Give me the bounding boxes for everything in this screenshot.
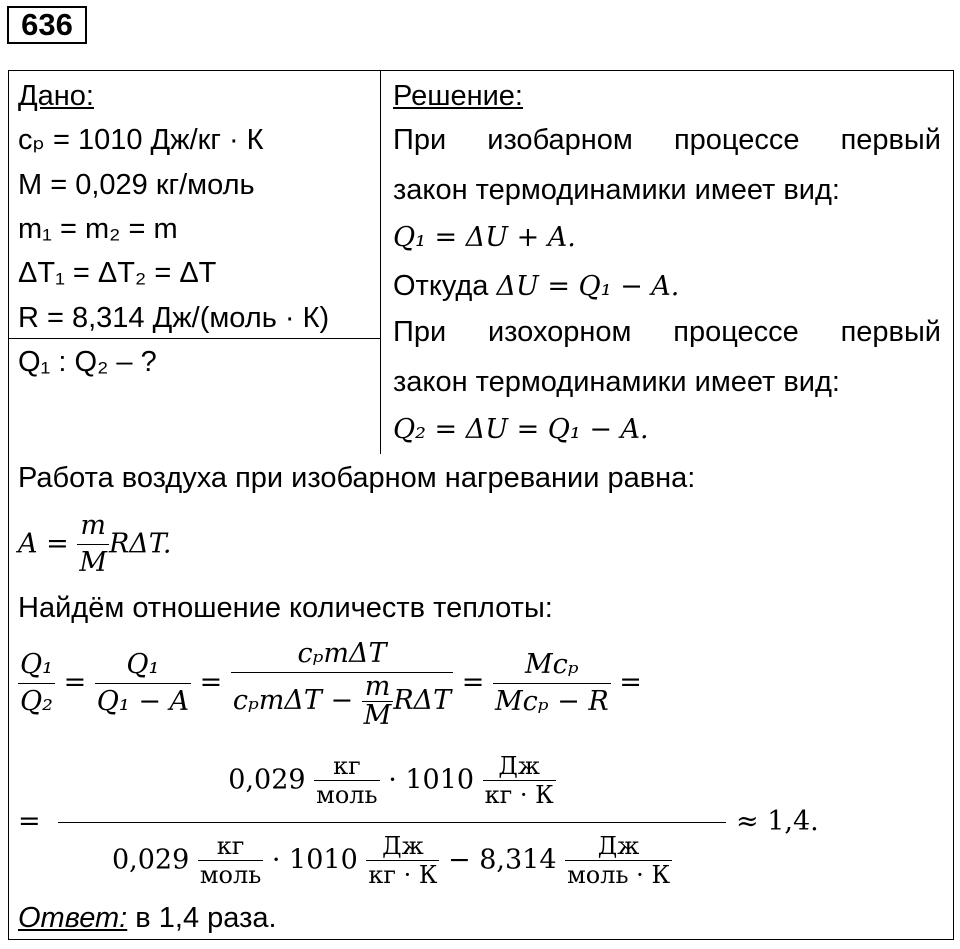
numeric-denominator: 0,029 кг моль · 1010 Дж кг · К − 8,314 Дж моль · К: [111, 832, 671, 889]
solution-header: Решение:: [393, 80, 523, 112]
ratio-heat-expression: cₚmΔT cₚmΔT − $\frac{m}{M}$ RΔT: [232, 638, 452, 731]
ratio-simplified: $\frac{\text{Mcₚ}}{\text{Mcₚ − R}}$: [494, 648, 609, 717]
given-find-divider: [8, 338, 380, 339]
equation-du: ΔU = Q₁ − A.: [496, 271, 680, 302]
given-gas-constant: R = 8,314 Дж/(моль · К): [18, 302, 330, 334]
given-temperatures: ΔT₁ = ΔT₂ = ΔT: [18, 257, 217, 289]
numeric-numerator: 0,029 кг моль · 1010 Дж кг · К: [228, 752, 554, 809]
numeric-fraction-bar: [58, 822, 726, 823]
equation-q1: Q₁ = ΔU + A.: [393, 222, 576, 253]
ratio-q1-q2: $\frac{\text{Q₁}}{\text{Q₂}}$: [20, 648, 53, 717]
problem-number: 636: [7, 6, 87, 44]
isobaric-text-line1: При изобарном процессе первый: [393, 124, 941, 156]
numeric-lead-equals: =: [18, 806, 41, 837]
from-where-line: Откуда ΔU = Q₁ − A.: [393, 270, 680, 302]
isochoric-text-line2: закон термодинамики имеет вид:: [393, 366, 840, 398]
answer-line: [18, 902, 277, 934]
given-cp: cₚ = 1010 Дж/кг · К: [18, 124, 264, 156]
ratio-text: Найдём отношение количеств теплоты:: [18, 592, 553, 624]
mass-over-molar-fraction: $\frac{m}{M}$: [79, 510, 107, 578]
column-divider: [380, 70, 381, 454]
numeric-result: ≈ 1,4.: [736, 806, 819, 837]
find-ratio: Q₁ : Q₂ – ?: [18, 346, 157, 378]
given-masses: m₁ = m₂ = m: [18, 213, 178, 245]
equation-q2: Q₂ = ΔU = Q₁ − A.: [393, 414, 649, 445]
answer-label: Ответ:: [18, 902, 128, 934]
work-equation: A = $\frac{m}{M}$ RΔT.: [18, 508, 171, 581]
given-molar-mass: M = 0,029 кг/моль: [18, 169, 255, 201]
answer-text: в 1,4 раза.: [135, 902, 277, 934]
isochoric-text-line1: При изохорном процессе первый: [393, 316, 941, 348]
work-text: Работа воздуха при изобарном нагревании равна:: [18, 462, 696, 494]
ratio-q1-q1-minus-a: $\frac{\text{Q₁}}{\text{Q₁ − A}}$: [96, 648, 190, 717]
isobaric-text-line2: закон термодинамики имеет вид:: [393, 174, 840, 206]
given-header: Дано:: [18, 80, 94, 112]
ratio-equation: $\frac{\text{Q₁}}{\text{Q₂}}$ = $\frac{\text{Q₁}}{\text{Q₁ − A}}$ = cₚmΔT cₚmΔT − $\frac{m}{M}$ RΔT = $\frac{\text{Mcₚ}}{\text{Mcₚ − R}}$ =: [20, 638, 642, 731]
